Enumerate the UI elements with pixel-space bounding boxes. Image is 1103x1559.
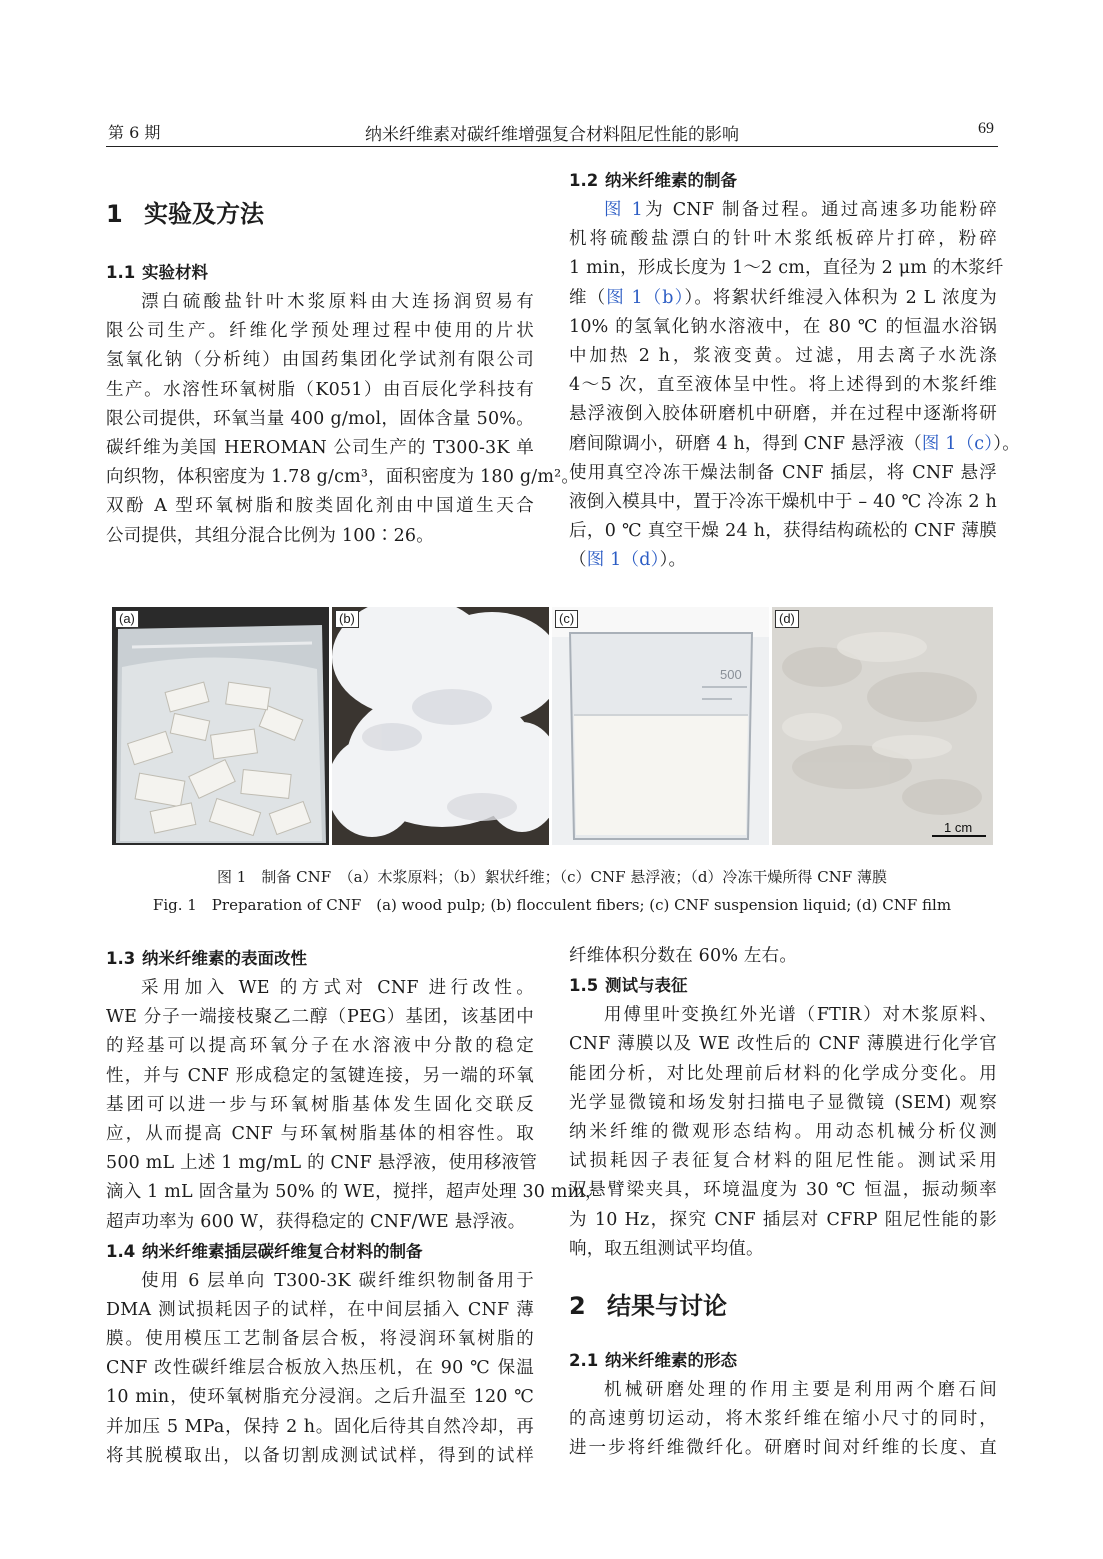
text-line: 1 min，形成长度为 1～2 cm，直径为 2 μm 的木浆纤 — [569, 258, 1004, 279]
subsection-2-1-body — [569, 1376, 997, 1464]
text-line: 采用加入 WE 的方式对 CNF 进行改性。 — [141, 978, 534, 998]
text-line: 应，从而提高 CNF 与环氧树脂基体的相容性。取 — [106, 1123, 534, 1144]
section-2-heading: 2 结果与讨论 — [569, 1291, 727, 1320]
text-line: 的高速剪切运动，将木浆纤维在缩小尺寸的同时， — [569, 1409, 997, 1430]
text-line: 为 10 Hz，探究 CNF 插层对 CFRP 阻尼性能的影 — [569, 1209, 997, 1230]
text-line: 基团可以进一步与环氧树脂基体发生固化交联反 — [106, 1094, 534, 1115]
text-line: 使用真空冷冻干燥法制备 CNF 插层，将 CNF 悬浮 — [569, 462, 997, 483]
text-line: 限公司提供，环氧当量 400 g/mol，固体含量 50%。 — [106, 408, 534, 429]
right-column-top — [569, 166, 1020, 575]
subsection-1-3-heading: 1.3 纳米纤维素的表面改性 — [106, 949, 307, 968]
wood-pulp-photo — [112, 607, 329, 845]
text-line: 膜。使用模压工艺制备层合板，将浸润环氧树脂的 — [106, 1329, 534, 1350]
text-line: 后，0 ℃ 真空干燥 24 h，获得结构疏松的 CNF 薄膜 — [569, 521, 997, 542]
text-line: 使用 6 层单向 T300-3K 碳纤维织物制备用于 — [141, 1270, 534, 1291]
flocculent-fibers-photo — [332, 607, 549, 845]
text-line: 限公司生产。纤维化学预处理过程中使用的片状 — [106, 321, 534, 342]
text-line: 能团分析，对比处理前后材料的化学成分变化。用 — [569, 1063, 997, 1084]
text-line: 10% 的氢氧化钠水溶液中，在 80 ℃ 的恒温水浴锅 — [569, 316, 997, 337]
figure-panel-d-cnf-film — [772, 607, 993, 845]
text-line: 双酚 A 型环氧树脂和胺类固化剂由中国道生天合 — [106, 496, 534, 517]
text-line: 生产。水溶性环氧树脂（K051）由百辰化学科技有 — [106, 379, 534, 400]
text-line: （图 1（d））。 — [569, 550, 687, 571]
subsection-1-4-heading: 1.4 纳米纤维素插层碳纤维复合材料的制备 — [106, 1241, 423, 1261]
text-line: 用傅里叶变换红外光谱（FTIR）对木浆原料、 — [604, 1005, 997, 1026]
text-line: 维（图 1（b））。将絮状纤维浸入体积为 2 L 浓度为 — [569, 287, 997, 308]
text-line: 并加压 5 MPa，保持 2 h。固化后待其自然冷却，再 — [106, 1416, 534, 1437]
text-line: 悬浮液倒入胶体研磨机中研磨，并在过程中逐渐将研 — [569, 404, 997, 425]
text-line: 磨间隙调小，研磨 4 h，得到 CNF 悬浮液（图 1（c））。 — [569, 433, 1020, 454]
text-line: 进一步将纤维微纤化。研磨时间对纤维的长度、直 — [569, 1438, 997, 1459]
cnf-suspension-photo — [552, 607, 769, 845]
text-line: 光学显微镜和场发射扫描电子显微镜 (SEM) 观察 — [569, 1092, 997, 1113]
subsection-1-1-body — [106, 288, 580, 551]
figure-caption-en: Fig. 1 Preparation of CNF (a) wood pulp; (b) flocculent fibers; (c) CNF suspension liquid; (d) CNF film — [152, 896, 952, 914]
header-rule — [106, 146, 998, 147]
text-line: 将其脱模取出，以备切割成测试试样，得到的试样 — [106, 1445, 534, 1466]
figure-reference-link[interactable]: 图 1（c） — [921, 433, 994, 454]
text-line: 10 min，使环氧树脂充分浸润。之后升温至 120 ℃ — [106, 1387, 534, 1408]
figure-panel-a-wood-pulp — [112, 607, 329, 845]
page-number: 69 — [978, 120, 994, 137]
text-line: DMA 测试损耗因子的试样，在中间层插入 CNF 薄 — [106, 1299, 534, 1320]
text-line: 性，并与 CNF 形成稳定的氢键连接，另一端的环氧 — [106, 1065, 534, 1086]
text-line: 公司提供，其组分混合比例为 100∶26。 — [106, 525, 434, 546]
subsection-1-1-heading: 1.1 实验材料 — [106, 263, 208, 282]
text-line: 机将硫酸盐漂白的针叶木浆纸板碎片打碎，粉碎 — [569, 229, 997, 250]
figure-reference-link[interactable]: 图 1（b） — [606, 287, 685, 308]
cnf-film-photo — [772, 607, 993, 845]
text-line: 的羟基可以提高环氧分子在水溶液中分散的稳定 — [106, 1036, 534, 1057]
text-line: 滴入 1 mL 固含量为 50% 的 WE，搅拌，超声处理 30 min， — [106, 1182, 603, 1203]
text-line: 氢氧化钠（分析纯）由国药集团化学试剂有限公司 — [106, 350, 534, 371]
figure-panel-b-flocculent-fibers — [332, 607, 549, 845]
subsection-1-5-heading: 1.5 测试与表征 — [569, 976, 688, 996]
beaker-volume-mark: 500 — [720, 667, 742, 682]
scale-bar-label: 1 cm — [944, 820, 973, 835]
text-line: 双悬臂梁夹具，环境温度为 30 ℃ 恒温，振动频率 — [569, 1180, 997, 1201]
text-line: 响，取五组测试平均值。 — [569, 1238, 764, 1259]
subsection-2-1-heading: 2.1 纳米纤维素的形态 — [569, 1350, 737, 1370]
text-line: 液倒入模具中，置于冷冻干燥机中于 – 40 ℃ 冷冻 2 h — [569, 491, 997, 512]
text-line: 向织物，体积密度为 1.78 g/cm³，面积密度为 180 g/m²。 — [106, 467, 580, 488]
text-line: 纤维体积分数在 60% 左右。 — [569, 946, 798, 966]
text-line: 碳纤维为美国 HEROMAN 公司生产的 T300-3K 单 — [106, 437, 534, 458]
left-column-top — [106, 170, 580, 551]
left-column-bottom — [106, 944, 603, 1471]
text-line: CNF 改性碳纤维层合板放入热压机，在 90 ℃ 保温 — [106, 1358, 534, 1379]
figure-reference-link[interactable]: 图 1（d） — [586, 550, 660, 571]
right-column-bottom — [569, 942, 997, 1463]
journal-article-title: 纳米纤维素对碳纤维增强复合材料阻尼性能的影响 — [365, 125, 739, 145]
panel-label-b: (b) — [335, 610, 359, 628]
running-header — [106, 120, 998, 145]
text-line: 试损耗因子表征复合材料的阻尼性能。测试采用 — [569, 1151, 997, 1172]
subsection-1-5-body — [569, 1001, 997, 1264]
figure-reference-link[interactable]: 图 1 — [604, 200, 643, 220]
subsection-1-2-body — [569, 196, 1020, 575]
panel-label-c: (c) — [555, 610, 578, 628]
text-line: 机械研磨处理的作用主要是利用两个磨石间 — [604, 1379, 997, 1400]
subsection-1-2-heading: 1.2 纳米纤维素的制备 — [569, 171, 737, 190]
text-line: 超声功率为 600 W，获得稳定的 CNF/WE 悬浮液。 — [106, 1211, 526, 1232]
text-line: 纳米纤维的微观形态结构。用动态机械分析仪测 — [569, 1121, 997, 1142]
text-line: 漂白硫酸盐针叶木浆原料由大连扬润贸易有 — [141, 292, 534, 312]
text-line: 中加热 2 h，浆液变黄。过滤，用去离子水洗涤 — [569, 345, 997, 366]
text-line: WE 分子一端接枝聚乙二醇（PEG）基团，该基团中 — [106, 1007, 534, 1028]
text-line: 500 mL 上述 1 mg/mL 的 CNF 悬浮液，使用移液管 — [106, 1153, 538, 1174]
text-line: 图 1为 CNF 制备过程。通过高速多功能粉碎 — [604, 200, 997, 220]
issue-number: 第 6 期 — [108, 123, 161, 142]
section-1-heading: 1 实验及方法 — [106, 200, 264, 228]
panel-label-d: (d) — [775, 610, 799, 628]
panel-label-a: (a) — [115, 610, 139, 628]
text-line: 4～5 次，直至液体呈中性。将上述得到的木浆纤维 — [569, 375, 997, 396]
text-line: CNF 薄膜以及 WE 改性后的 CNF 薄膜进行化学官 — [569, 1034, 997, 1055]
figure-caption-cn: 图 1 制备 CNF （a）木浆原料；（b）絮状纤维；（c）CNF 悬浮液；（d）冷冻干燥所得 CNF 薄膜 — [217, 868, 887, 886]
subsection-1-3-body — [106, 974, 603, 1237]
subsection-1-4-body — [106, 1267, 534, 1471]
figure-panel-c-cnf-suspension — [552, 607, 769, 845]
